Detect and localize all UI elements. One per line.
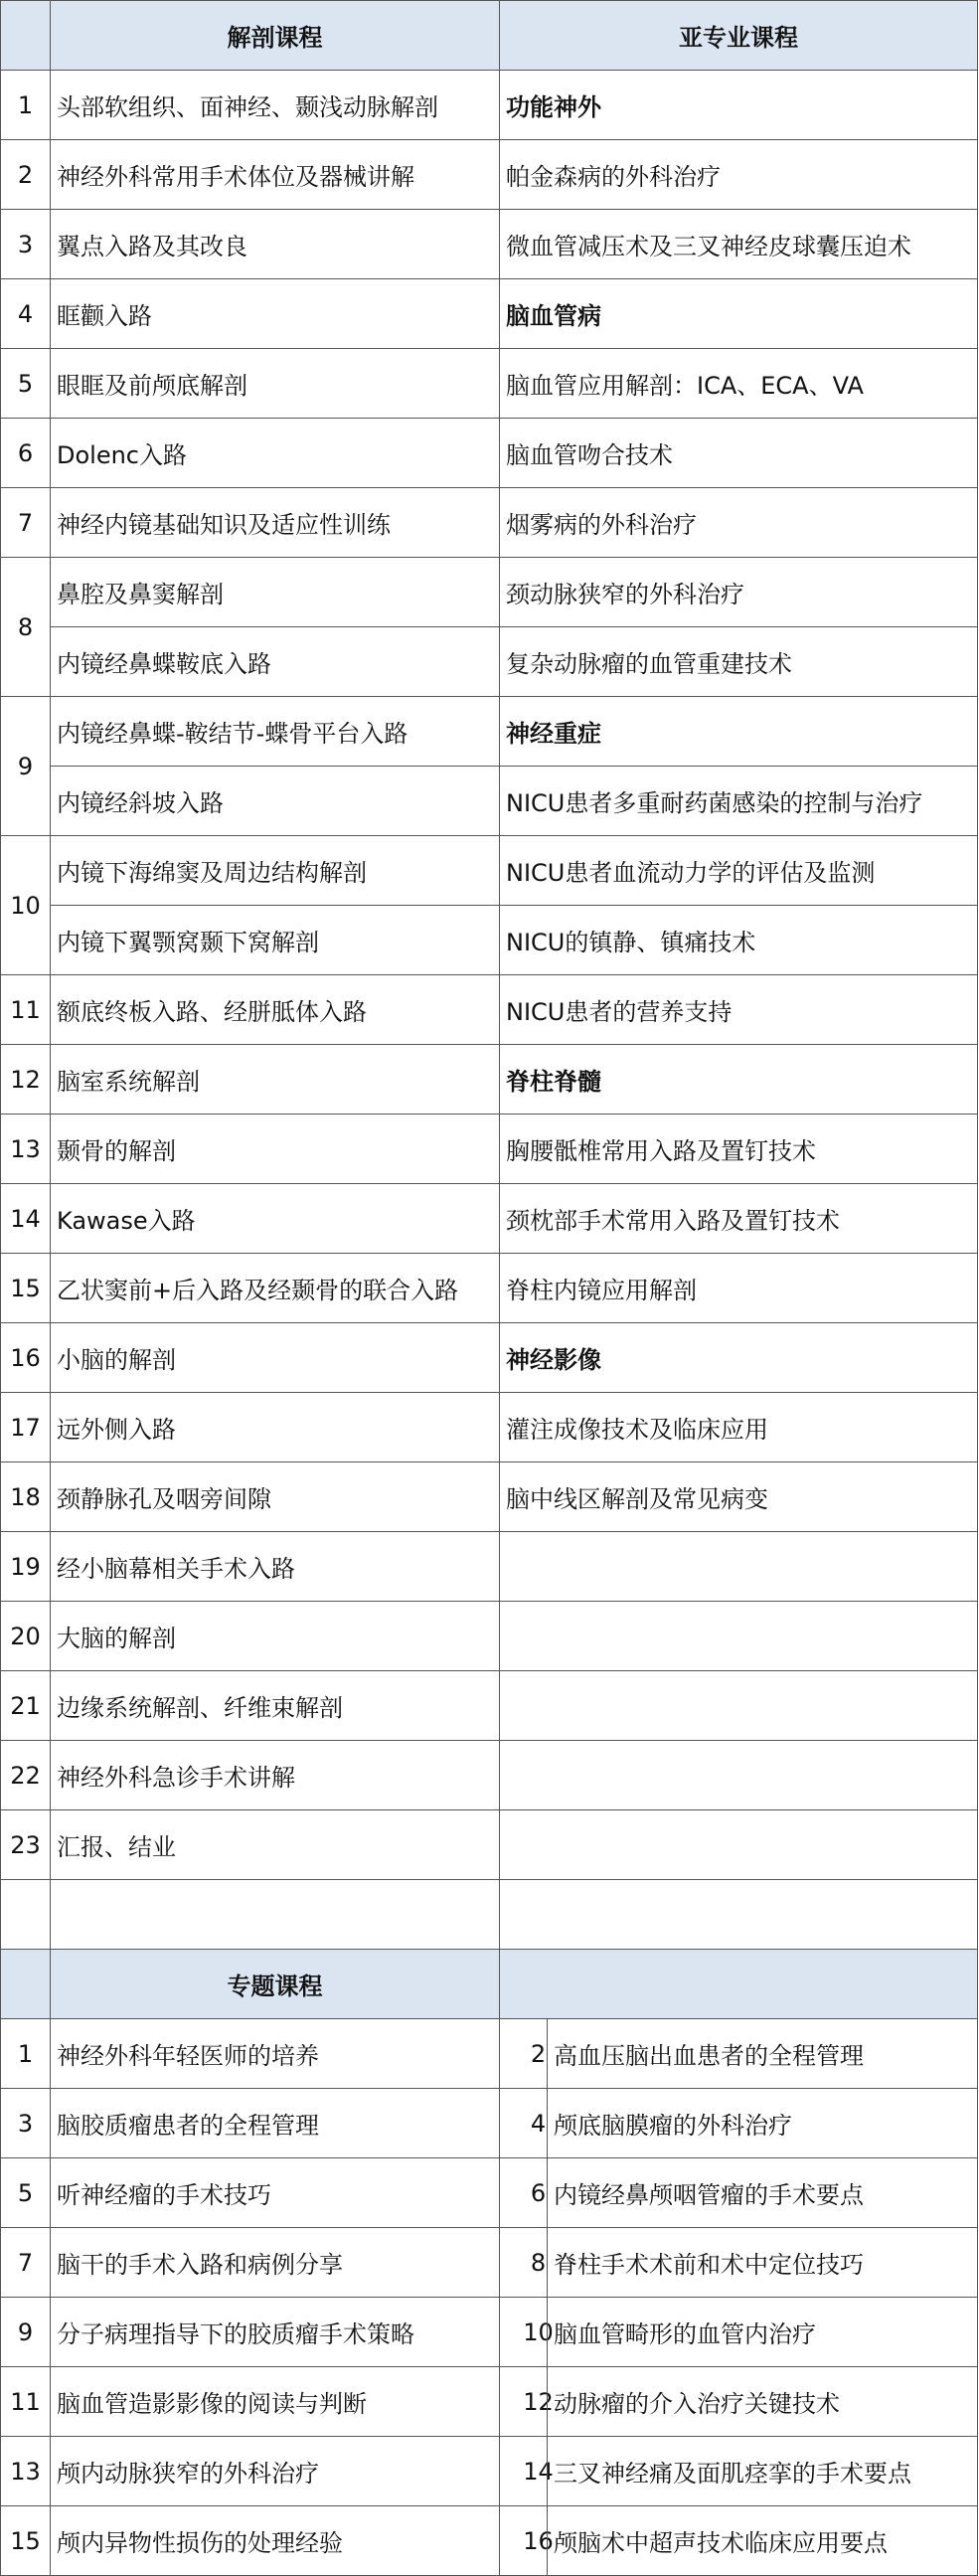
anatomy-course: 鼻腔及鼻窦解剖 <box>50 557 500 627</box>
anatomy-course: 脑室系统解剖 <box>50 1044 500 1115</box>
anatomy-course: 眼眶及前颅底解剖 <box>50 348 500 419</box>
topic-title: 颅底脑膜瘤的外科治疗 <box>547 2088 978 2158</box>
row-number: 6 <box>0 418 51 488</box>
topic-number: 9 <box>0 2297 51 2367</box>
subspecialty-course: 颈动脉狭窄的外科治疗 <box>499 557 978 627</box>
anatomy-course <box>50 1879 500 1950</box>
row-number: 20 <box>0 1601 51 1671</box>
topic-number: 5 <box>0 2157 51 2228</box>
anatomy-course: 颞骨的解剖 <box>50 1114 500 1184</box>
row-number: 16 <box>0 1322 51 1393</box>
special-header: 专题课程 <box>50 1949 500 2019</box>
anatomy-course: 乙状窦前+后入路及经颞骨的联合入路 <box>50 1253 500 1323</box>
subspecialty-course: 颈枕部手术常用入路及置钉技术 <box>499 1183 978 1254</box>
subspecialty-course <box>499 1740 978 1810</box>
subspecialty-course: NICU患者血流动力学的评估及监测 <box>499 835 978 906</box>
subspecialty-category: 神经影像 <box>499 1322 978 1393</box>
row-number: 12 <box>0 1044 51 1115</box>
header-blank <box>0 0 51 71</box>
topic-number: 12 <box>523 2387 554 2416</box>
topic-title: 脑胶质瘤患者的全程管理 <box>50 2088 500 2158</box>
anatomy-course: 翼点入路及其改良 <box>50 209 500 279</box>
row-number: 14 <box>0 1183 51 1254</box>
anatomy-course: 颈静脉孔及咽旁间隙 <box>50 1461 500 1532</box>
topic-number: 10 <box>523 2318 554 2346</box>
row-number: 15 <box>0 1253 51 1323</box>
anatomy-course: 经小脑幕相关手术入路 <box>50 1531 500 1602</box>
row-number: 13 <box>0 1114 51 1184</box>
anatomy-course: 内镜经鼻蝶-鞍结节-蝶骨平台入路 <box>50 696 500 767</box>
subspecialty-course: 脊柱内镜应用解剖 <box>499 1253 978 1323</box>
row-number: 21 <box>0 1670 51 1741</box>
subspecialty-course <box>499 1670 978 1741</box>
topic-number: 4 <box>530 2109 547 2138</box>
anatomy-course: 边缘系统解剖、纤维束解剖 <box>50 1670 500 1741</box>
row-number: 17 <box>0 1392 51 1462</box>
row-number: 19 <box>0 1531 51 1602</box>
topic-number: 8 <box>530 2248 547 2277</box>
anatomy-course: 神经内镜基础知识及适应性训练 <box>50 487 500 558</box>
subspecialty-category: 脑血管病 <box>499 278 978 349</box>
subspecialty-course <box>499 1531 978 1602</box>
topic-number: 14 <box>523 2457 554 2486</box>
subspecialty-course: 烟雾病的外科治疗 <box>499 487 978 558</box>
anatomy-course: 神经外科急诊手术讲解 <box>50 1740 500 1810</box>
row-number <box>0 1879 51 1950</box>
topic-title: 脊柱手术术前和术中定位技巧 <box>547 2227 978 2298</box>
anatomy-course: 神经外科常用手术体位及器械讲解 <box>50 139 500 210</box>
topic-title: 脑干的手术入路和病例分享 <box>50 2227 500 2298</box>
topic-title: 颅内动脉狭窄的外科治疗 <box>50 2436 500 2506</box>
subspecialty-category: 神经重症 <box>499 696 978 767</box>
topic-number: 1 <box>0 2018 51 2089</box>
topic-number: 11 <box>0 2366 51 2437</box>
anatomy-course: 内镜下海绵窦及周边结构解剖 <box>50 835 500 906</box>
subspecialty-course: 胸腰骶椎常用入路及置钉技术 <box>499 1114 978 1184</box>
header-anatomy: 解剖课程 <box>50 0 500 71</box>
special-header-right <box>499 1949 978 2019</box>
subspecialty-course <box>499 1601 978 1671</box>
subspecialty-course: 帕金森病的外科治疗 <box>499 139 978 210</box>
subspecialty-course <box>499 1879 978 1950</box>
subspecialty-course: NICU患者的营养支持 <box>499 974 978 1045</box>
topic-title: 内镜经鼻颅咽管瘤的手术要点 <box>547 2157 978 2228</box>
topic-number: 16 <box>523 2526 554 2555</box>
anatomy-course: 内镜下翼颚窝颞下窝解剖 <box>50 905 500 975</box>
anatomy-course: 额底终板入路、经胼胝体入路 <box>50 974 500 1045</box>
subspecialty-course <box>499 1809 978 1880</box>
subspecialty-course: 微血管减压术及三叉神经皮球囊压迫术 <box>499 209 978 279</box>
row-number: 23 <box>0 1809 51 1880</box>
topic-title: 颅脑术中超声技术临床应用要点 <box>547 2505 978 2576</box>
subspecialty-course: 复杂动脉瘤的血管重建技术 <box>499 626 978 697</box>
row-number: 11 <box>0 974 51 1045</box>
row-number: 2 <box>0 139 51 210</box>
topic-title: 脑血管造影影像的阅读与判断 <box>50 2366 500 2437</box>
topic-title: 高血压脑出血患者的全程管理 <box>547 2018 978 2089</box>
row-number: 1 <box>0 70 51 140</box>
topic-number: 2 <box>530 2039 547 2068</box>
topic-title: 分子病理指导下的胶质瘤手术策略 <box>50 2297 500 2367</box>
topic-title: 神经外科年轻医师的培养 <box>50 2018 500 2089</box>
anatomy-course: 远外侧入路 <box>50 1392 500 1462</box>
anatomy-course: 小脑的解剖 <box>50 1322 500 1393</box>
topic-title: 三叉神经痛及面肌痉挛的手术要点 <box>547 2436 978 2506</box>
special-header-blank <box>0 1949 51 2019</box>
topic-title: 颅内异物性损伤的处理经验 <box>50 2505 500 2576</box>
anatomy-course: Dolenc入路 <box>50 418 500 488</box>
row-number: 18 <box>0 1461 51 1532</box>
topic-title: 动脉瘤的介入治疗关键技术 <box>547 2366 978 2437</box>
topic-number: 13 <box>0 2436 51 2506</box>
topic-title: 脑血管畸形的血管内治疗 <box>547 2297 978 2367</box>
row-number: 22 <box>0 1740 51 1810</box>
subspecialty-course: NICU患者多重耐药菌感染的控制与治疗 <box>499 766 978 836</box>
subspecialty-course: NICU的镇静、镇痛技术 <box>499 905 978 975</box>
topic-number: 6 <box>530 2178 547 2207</box>
topic-number: 15 <box>0 2505 51 2576</box>
subspecialty-category: 脊柱脊髓 <box>499 1044 978 1115</box>
topic-number: 3 <box>0 2088 51 2158</box>
row-number: 3 <box>0 209 51 279</box>
topic-number: 7 <box>0 2227 51 2298</box>
subspecialty-category: 功能神外 <box>499 70 978 140</box>
row-number: 10 <box>0 835 51 975</box>
anatomy-course: 内镜经鼻蝶鞍底入路 <box>50 626 500 697</box>
topic-title: 听神经瘤的手术技巧 <box>50 2157 500 2228</box>
row-number: 9 <box>0 696 51 836</box>
row-number: 8 <box>0 557 51 697</box>
row-number: 5 <box>0 348 51 419</box>
anatomy-course: 大脑的解剖 <box>50 1601 500 1671</box>
anatomy-course: Kawase入路 <box>50 1183 500 1254</box>
anatomy-course: 头部软组织、面神经、颞浅动脉解剖 <box>50 70 500 140</box>
row-number: 4 <box>0 278 51 349</box>
subspecialty-course: 灌注成像技术及临床应用 <box>499 1392 978 1462</box>
subspecialty-course: 脑中线区解剖及常见病变 <box>499 1461 978 1532</box>
anatomy-course: 汇报、结业 <box>50 1809 500 1880</box>
subspecialty-course: 脑血管应用解剖：ICA、ECA、VA <box>499 348 978 419</box>
anatomy-course: 内镜经斜坡入路 <box>50 766 500 836</box>
anatomy-course: 眶颧入路 <box>50 278 500 349</box>
header-subspecialty: 亚专业课程 <box>499 0 978 71</box>
subspecialty-course: 脑血管吻合技术 <box>499 418 978 488</box>
row-number: 7 <box>0 487 51 558</box>
